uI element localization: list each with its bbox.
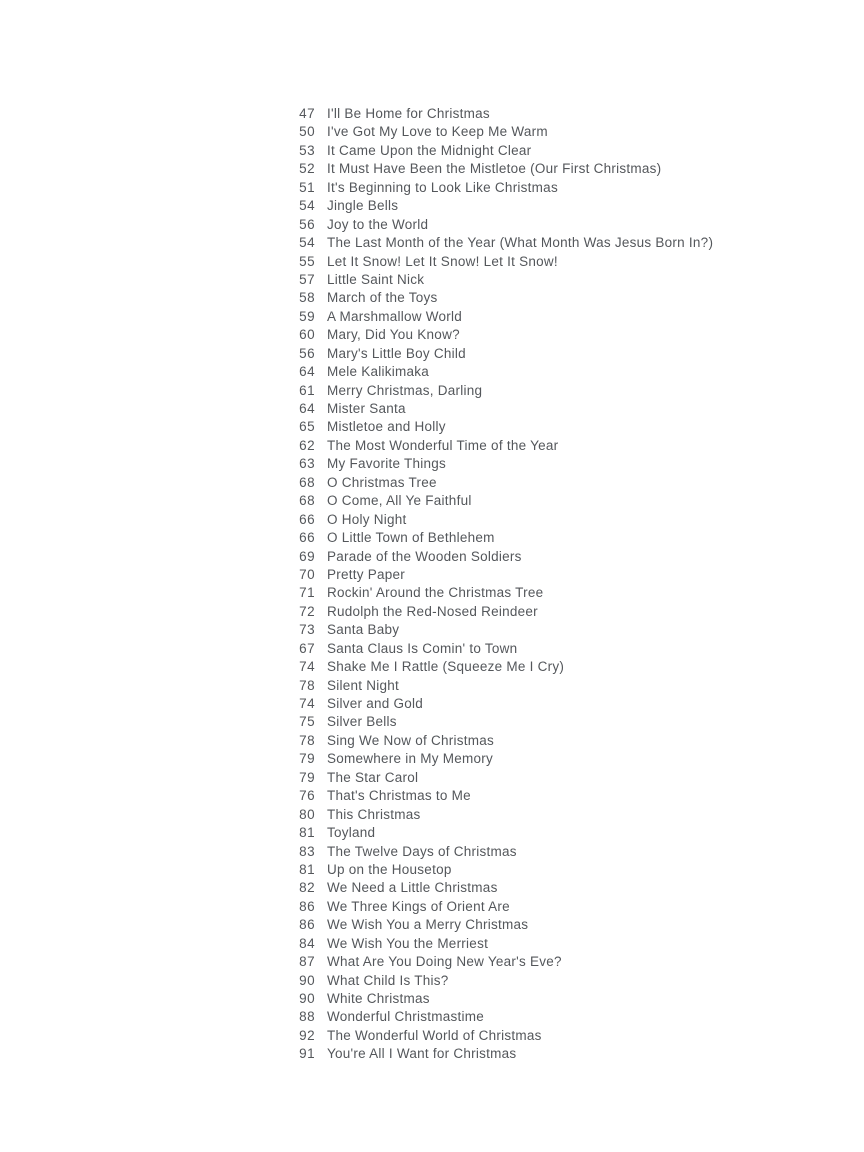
toc-song-title: Sing We Now of Christmas — [327, 732, 495, 748]
toc-song-title: Joy to the World — [327, 216, 429, 232]
toc-song-title: Santa Baby — [327, 622, 400, 638]
toc-page-number: 55 — [299, 253, 315, 269]
toc-page-number: 81 — [299, 825, 315, 841]
toc-page-number: 90 — [299, 972, 315, 988]
toc-row — [279, 548, 839, 566]
toc-row — [279, 806, 839, 824]
toc-page-number: 61 — [299, 382, 315, 398]
toc-page-number: 64 — [299, 401, 315, 416]
toc-song-title: Silver Bells — [327, 714, 397, 730]
toc-page-number: 71 — [299, 585, 315, 601]
toc-page-number: 50 — [299, 124, 315, 140]
toc-row — [279, 511, 839, 529]
toc-row — [279, 105, 839, 123]
toc-song-title: I'll Be Home for Christmas — [327, 106, 490, 121]
toc-page-number: 60 — [299, 327, 315, 343]
toc-row — [279, 750, 839, 768]
toc-song-title: It Must Have Been the Mistletoe (Our First Christmas) — [327, 161, 662, 177]
toc-song-title: March of the Toys — [327, 290, 438, 306]
toc-page-number: 92 — [299, 1027, 315, 1043]
toc-song-title: Little Saint Nick — [327, 271, 425, 287]
toc-row — [279, 695, 839, 713]
toc-page-number: 84 — [299, 935, 315, 951]
toc-song-title: Mistletoe and Holly — [327, 419, 446, 435]
toc-page-number: 67 — [299, 640, 315, 656]
toc-song-title: Mary, Did You Know? — [327, 327, 460, 343]
toc-page-number: 83 — [299, 843, 315, 859]
toc-page-number: 65 — [299, 419, 315, 435]
toc-row — [279, 916, 839, 934]
toc-page-number: 91 — [299, 1046, 315, 1062]
toc-page-number: 79 — [299, 769, 315, 785]
toc-song-title: It's Beginning to Look Like Christmas — [327, 179, 558, 195]
toc-song-title: Merry Christmas, Darling — [327, 382, 483, 398]
toc-page-number: 64 — [299, 364, 315, 380]
toc-row — [279, 308, 839, 326]
toc-row — [279, 677, 839, 695]
toc-page-number: 69 — [299, 548, 315, 564]
toc-song-title: My Favorite Things — [327, 456, 447, 472]
toc-page-number: 82 — [299, 880, 315, 896]
toc-song-title: Santa Claus Is Comin' to Town — [327, 640, 518, 656]
toc-page-number: 73 — [299, 622, 315, 638]
toc-row — [279, 492, 839, 510]
toc-row — [279, 455, 839, 473]
toc-song-title: The Last Month of the Year (What Month Was Jesus Born In?) — [327, 235, 714, 251]
toc-song-title: The Most Wonderful Time of the Year — [327, 437, 559, 453]
toc-page-number: 66 — [299, 530, 315, 546]
toc-row — [279, 1045, 839, 1063]
toc-song-title: We Need a Little Christmas — [327, 880, 498, 896]
toc-page-number: 86 — [299, 898, 315, 914]
toc-page-number: 72 — [299, 603, 315, 619]
toc-row — [279, 787, 839, 805]
toc-row — [279, 935, 839, 953]
toc-page-number: 51 — [299, 179, 315, 195]
toc-song-title: White Christmas — [327, 991, 430, 1006]
toc-row — [279, 898, 839, 916]
toc-page-number: 68 — [299, 493, 315, 509]
toc-row — [279, 713, 839, 731]
toc-row — [279, 123, 839, 141]
toc-page-number: 54 — [299, 235, 315, 251]
table-of-contents — [279, 105, 839, 1064]
toc-page-number: 52 — [299, 161, 315, 177]
toc-song-title: Jingle Bells — [327, 198, 399, 214]
toc-song-title: The Twelve Days of Christmas — [327, 843, 517, 859]
toc-row — [279, 640, 839, 658]
toc-row — [279, 474, 839, 492]
toc-row — [279, 142, 839, 160]
toc-page-number: 47 — [299, 106, 315, 121]
toc-song-title: Silent Night — [327, 677, 400, 693]
toc-row — [279, 216, 839, 234]
toc-song-title: Mele Kalikimaka — [327, 364, 430, 380]
toc-row — [279, 418, 839, 436]
toc-row — [279, 732, 839, 750]
toc-page-number: 81 — [299, 861, 315, 877]
toc-song-title: Somewhere in My Memory — [327, 751, 494, 767]
toc-song-title: We Wish You a Merry Christmas — [327, 917, 529, 933]
toc-page-number: 53 — [299, 142, 315, 158]
toc-page-number: 56 — [299, 216, 315, 232]
toc-song-title: The Star Carol — [327, 769, 419, 785]
toc-row — [279, 861, 839, 879]
toc-row — [279, 437, 839, 455]
toc-page-number: 63 — [299, 456, 315, 472]
toc-page-number: 78 — [299, 732, 315, 748]
toc-row — [279, 363, 839, 381]
toc-song-title: Mary's Little Boy Child — [327, 345, 466, 361]
toc-page-number: 70 — [299, 566, 315, 582]
toc-song-title: Mister Santa — [327, 401, 406, 416]
toc-song-title: We Three Kings of Orient Are — [327, 898, 510, 914]
toc-page-number: 75 — [299, 714, 315, 730]
toc-row — [279, 621, 839, 639]
toc-page-number: 68 — [299, 474, 315, 490]
toc-row — [279, 326, 839, 344]
toc-song-title: Parade of the Wooden Soldiers — [327, 548, 522, 564]
toc-song-title: O Come, All Ye Faithful — [327, 493, 472, 509]
toc-page-number: 57 — [299, 271, 315, 287]
toc-row — [279, 769, 839, 787]
toc-row — [279, 879, 839, 897]
toc-row — [279, 289, 839, 307]
toc-song-title: Silver and Gold — [327, 696, 424, 711]
toc-song-title: This Christmas — [327, 806, 421, 822]
toc-row — [279, 382, 839, 400]
toc-row — [279, 253, 839, 271]
toc-page-number: 56 — [299, 345, 315, 361]
toc-row — [279, 179, 839, 197]
toc-row — [279, 271, 839, 289]
toc-page-number: 62 — [299, 437, 315, 453]
toc-page-number: 66 — [299, 511, 315, 527]
toc-row — [279, 197, 839, 215]
toc-row — [279, 953, 839, 971]
toc-song-title: O Holy Night — [327, 511, 407, 527]
toc-song-title: O Little Town of Bethlehem — [327, 530, 495, 546]
toc-page-number: 58 — [299, 290, 315, 306]
toc-song-title: The Wonderful World of Christmas — [327, 1027, 542, 1043]
toc-page-number: 74 — [299, 696, 315, 711]
toc-page-number: 78 — [299, 677, 315, 693]
toc-song-title: Rockin' Around the Christmas Tree — [327, 585, 544, 601]
toc-row — [279, 843, 839, 861]
toc-row — [279, 234, 839, 252]
toc-row — [279, 160, 839, 178]
toc-song-title: Pretty Paper — [327, 566, 406, 582]
toc-page-number: 88 — [299, 1009, 315, 1025]
toc-song-title: You're All I Want for Christmas — [327, 1046, 517, 1062]
toc-row — [279, 990, 839, 1008]
toc-row — [279, 566, 839, 584]
toc-page-number: 86 — [299, 917, 315, 933]
toc-song-title: What Are You Doing New Year's Eve? — [327, 954, 562, 970]
toc-song-title: What Child Is This? — [327, 972, 449, 988]
toc-row — [279, 529, 839, 547]
toc-song-title: Wonderful Christmastime — [327, 1009, 485, 1025]
toc-row — [279, 603, 839, 621]
toc-song-title: Rudolph the Red-Nosed Reindeer — [327, 603, 538, 619]
toc-song-title: That's Christmas to Me — [327, 788, 471, 804]
toc-page-number: 90 — [299, 991, 315, 1006]
toc-row — [279, 1027, 839, 1045]
toc-row — [279, 824, 839, 842]
toc-song-title: It Came Upon the Midnight Clear — [327, 142, 532, 158]
toc-song-title: Shake Me I Rattle (Squeeze Me I Cry) — [327, 659, 565, 675]
toc-song-title: Up on the Housetop — [327, 861, 452, 877]
toc-row — [279, 972, 839, 990]
toc-row — [279, 1008, 839, 1026]
toc-page-number: 79 — [299, 751, 315, 767]
toc-song-title: A Marshmallow World — [327, 308, 463, 324]
toc-page-number: 76 — [299, 788, 315, 804]
toc-page-number: 74 — [299, 659, 315, 675]
toc-page-number: 59 — [299, 308, 315, 324]
toc-row — [279, 658, 839, 676]
toc-song-title: We Wish You the Merriest — [327, 935, 489, 951]
toc-song-title: Let It Snow! Let It Snow! Let It Snow! — [327, 253, 558, 269]
toc-song-title: Toyland — [327, 825, 376, 841]
toc-page-number: 80 — [299, 806, 315, 822]
toc-page-number: 87 — [299, 954, 315, 970]
toc-row — [279, 584, 839, 602]
toc-song-title: I've Got My Love to Keep Me Warm — [327, 124, 548, 140]
toc-row — [279, 345, 839, 363]
toc-page-number: 54 — [299, 198, 315, 214]
toc-row — [279, 400, 839, 418]
toc-song-title: O Christmas Tree — [327, 474, 437, 490]
